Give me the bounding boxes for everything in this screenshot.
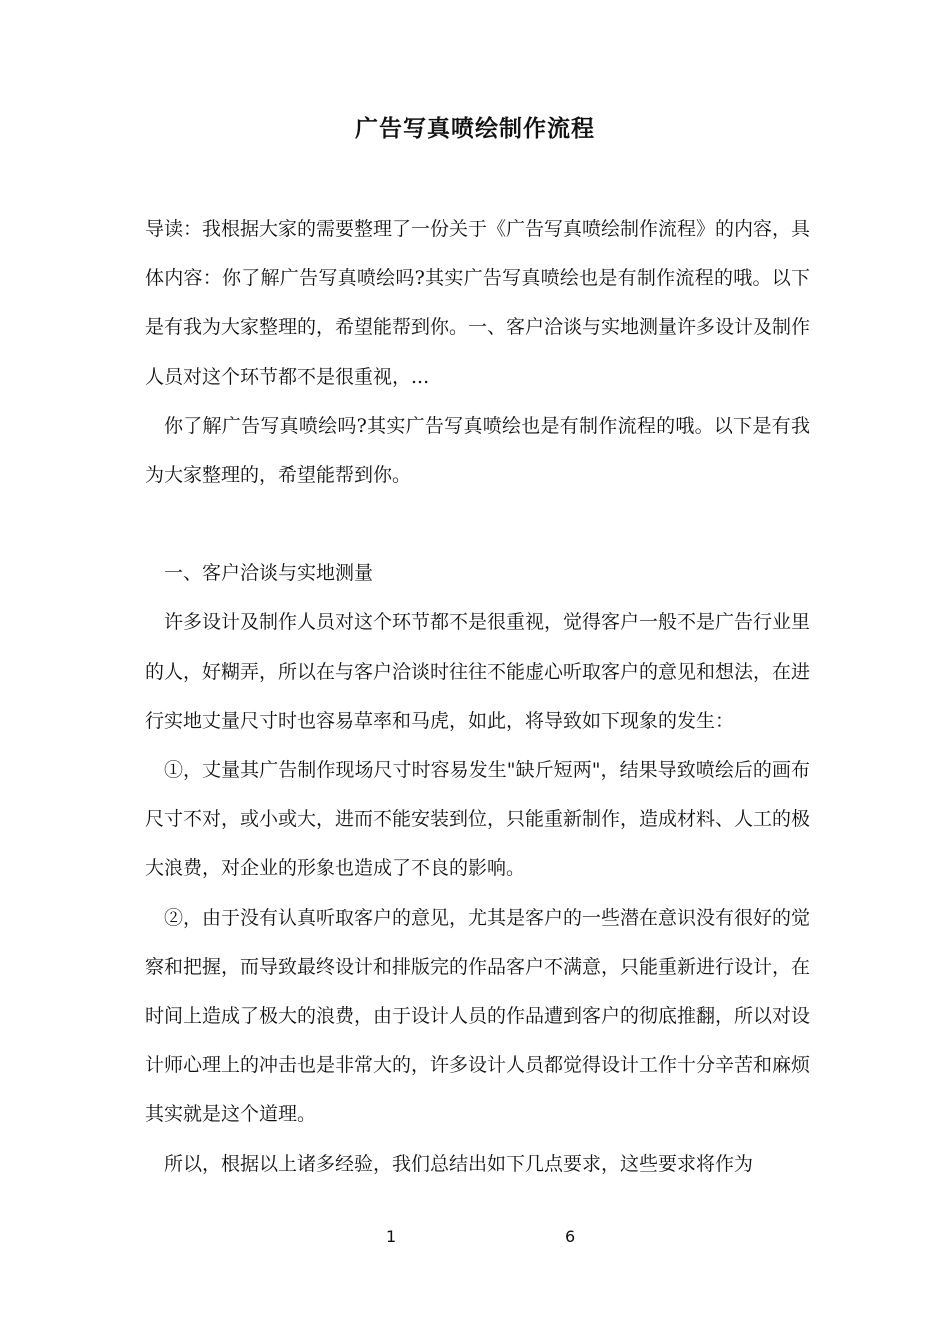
paragraph-overview: 你了解广告写真喷绘吗?其实广告写真喷绘也是有制作流程的哦。以下是有我为大家整理的，希望能帮到你。 bbox=[145, 414, 810, 487]
page-total: 6 bbox=[565, 1227, 576, 1246]
page-footer bbox=[0, 1227, 950, 1251]
section-heading: 一、客户洽谈与实地测量 bbox=[164, 562, 374, 585]
paragraph-point-1: ①，丈量其广告制作现场尺寸时容易发生"缺斤短两"，结果导致喷绘后的画布尺寸不对，或小或大，进而不能安装到位，只能重新制作，造成材料、人工的极大浪费，对企业的形象也造成了不良的影响。 bbox=[145, 759, 811, 880]
page-title: 广告写真喷绘制作流程 bbox=[355, 115, 595, 142]
paragraph-gap bbox=[145, 500, 810, 549]
document-body bbox=[145, 205, 810, 1189]
paragraph-conclusion: 所以，根据以上诸多经验，我们总结出如下几点要求，这些要求将作为 bbox=[164, 1152, 754, 1175]
intro-paragraph: 导读：我根据大家的需要整理了一份关于《广告写真喷绘制作流程》的内容，具体内容：你了解广告写真喷绘吗?其实广告写真喷绘也是有制作流程的哦。以下是有我为大家整理的，希望能帮到你。一、客户洽谈与实地测量许多设计及制作人员对这个环节都不是很重视，... bbox=[145, 218, 811, 388]
paragraph-point-2: ②，由于没有认真听取客户的意见，尤其是客户的一些潜在意识没有很好的觉察和把握，而导致最终设计和排版完的作品客户不满意，只能重新进行设计，在时间上造成了极大的浪费，由于设计人员的作品遭到客户的彻底推翻，所以对设计师心理上的冲击也是非常大的，许多设计人员都觉得设计工作十分辛苦和麻烦其实就是这个道理。 bbox=[145, 906, 811, 1126]
page-number: 1 bbox=[386, 1227, 397, 1246]
paragraph-measurement: 许多设计及制作人员对这个环节都不是很重视，觉得客户一般不是广告行业里的人，好糊弄，所以在与客户洽谈时往往不能虚心听取客户的意见和想法，在进行实地丈量尺寸时也容易草率和马虎，如此，将导致如下现象的发生： bbox=[145, 611, 811, 732]
